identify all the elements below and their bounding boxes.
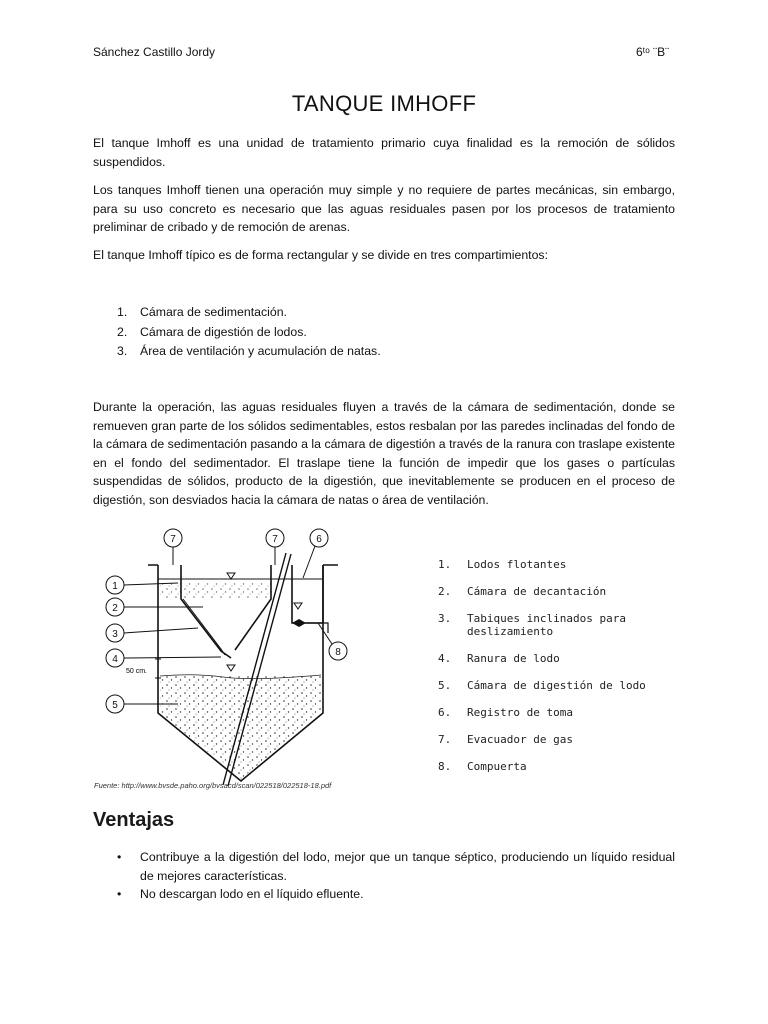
list-item <box>117 342 381 362</box>
svg-text:7: 7 <box>170 534 176 545</box>
svg-text:7: 7 <box>272 534 278 545</box>
list-item <box>117 303 381 323</box>
sludge-zone <box>160 676 321 779</box>
legend-item: 5. Cámara de digestión de lodo <box>438 679 646 692</box>
list-item <box>117 323 381 343</box>
svg-text:6: 6 <box>316 534 322 545</box>
callout-2 <box>106 598 203 616</box>
svg-text:4: 4 <box>112 654 118 665</box>
legend-item: 2. Cámara de decantación <box>438 585 607 598</box>
imhoff-tank-diagram <box>93 523 368 793</box>
svg-text:8: 8 <box>335 647 341 658</box>
list-text: Cámara de sedimentación. <box>140 305 287 319</box>
callout-4 <box>106 649 221 667</box>
ventajas-list <box>117 848 675 904</box>
svg-text:1: 1 <box>112 581 118 592</box>
callout-7-left <box>164 529 182 565</box>
header-grade: 6ᵗᵒ ¨B¨ <box>636 45 670 59</box>
compartments-list <box>117 303 381 362</box>
paragraph-intro: El tanque Imhoff es una unidad de tratamiento primario cuya finalidad es la remoción de sólidos suspendidos. <box>93 136 675 169</box>
svg-text:3: 3 <box>112 629 118 640</box>
page-title: TANQUE IMHOFF <box>291 91 477 116</box>
bullet-icon: • <box>117 887 122 901</box>
svg-text:2: 2 <box>112 603 118 614</box>
legend-item: 3. Tabiques inclinados para deslizamiento <box>438 612 626 638</box>
legend-item: 7. Evacuador de gas <box>438 733 573 746</box>
legend-item: 4. Ranura de lodo <box>438 652 560 665</box>
svg-text:5: 5 <box>112 700 118 711</box>
legend-item: 6. Registro de toma <box>438 706 573 719</box>
list-text: Contribuye a la digestión del lodo, mejor que un tanque séptico, produciendo un líquido residual de mejores características. <box>140 850 675 883</box>
callout-3 <box>106 624 198 642</box>
dimension-label: 50 cm. <box>126 668 148 675</box>
list-text: Área de ventilación y acumulación de natas. <box>140 344 381 358</box>
paragraph-operation: Los tanques Imhoff tienen una operación muy simple y no requiere de partes mecánicas, sin embargo, para su uso concreto es necesario que las aguas residuales pasen por los procesos de tratamiento preliminar de cribado y de remoción de arenas. <box>93 183 675 234</box>
legend-item: 8. Compuerta <box>438 760 527 773</box>
paragraph-process: Durante la operación, las aguas residuales fluyen a través de la cámara de sedimentación, donde se remueven gran parte de los sólidos sedimentables, estos resbalan por las paredes inclinadas del fondo de la cámara de sedimentación pasando a la cámara de digestión a través de la ranura con traslape existente en el fondo del sedimentador. El traslape tiene la función de impedir que los gases o partículas suspendidas de sólidos, producto de la digestión, que inevitablemente se producen en el proceso de digestión, son desviados hacia la cámara de natas o área de ventilación. <box>93 400 675 507</box>
diagram-legend <box>438 558 657 787</box>
callout-6 <box>303 529 328 578</box>
bullet-icon: • <box>117 850 122 864</box>
legend-item: 1. Lodos flotantes <box>438 558 567 571</box>
paragraph-shape: El tanque Imhoff típico es de forma rectangular y se divide en tres compartimientos: <box>93 248 548 262</box>
list-text: Cámara de digestión de lodos. <box>140 324 307 339</box>
list-number: 2. <box>117 324 128 339</box>
diagram-source: Fuente: http://www.bvsde.paho.org/bvsacd/scan/022518/022518-18.pdf <box>94 781 332 790</box>
section-heading-ventajas: Ventajas <box>93 809 175 831</box>
list-number: 1. <box>117 305 128 319</box>
list-item <box>117 885 675 904</box>
callout-7-right <box>266 529 284 565</box>
list-text: No descargan lodo en el líquido efluente. <box>140 887 364 901</box>
list-item <box>117 848 675 885</box>
header-author: Sánchez Castillo Jordy <box>93 45 216 59</box>
list-number: 3. <box>117 344 128 358</box>
